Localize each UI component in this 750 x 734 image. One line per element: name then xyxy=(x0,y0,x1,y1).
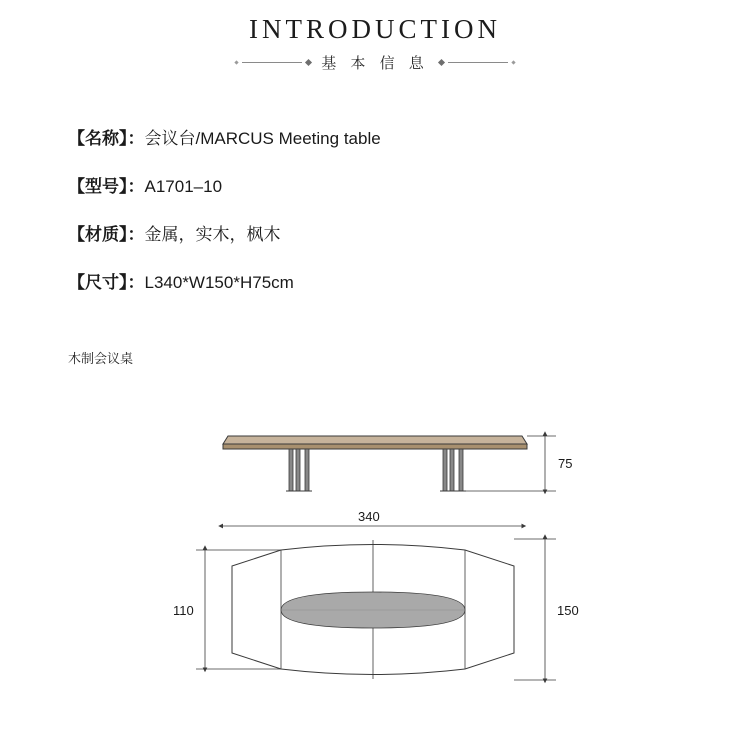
ornament-dot-right xyxy=(511,60,515,64)
ornament-line-right xyxy=(448,62,508,63)
spec-label-name: 【名称】： xyxy=(68,129,145,148)
ornament-line-left xyxy=(242,62,302,63)
spec-label-material: 【材质】： xyxy=(68,225,145,244)
dimension-height-label: 75 xyxy=(558,456,573,471)
dimension-inner-width-label: 110 xyxy=(173,603,194,618)
page-subtitle: 基 本 信 息 xyxy=(321,55,429,72)
dimension-length-label: 340 xyxy=(358,509,380,524)
dimension-length xyxy=(223,509,523,526)
ornament-diamond-right xyxy=(438,59,445,66)
ornament-left xyxy=(235,60,311,65)
dimension-width-label: 150 xyxy=(557,603,579,618)
ornament-diamond-left xyxy=(305,59,312,66)
page-header xyxy=(0,0,750,73)
spec-row-material xyxy=(68,224,668,246)
product-caption: 木制会议桌 xyxy=(68,351,134,366)
ornament-dot-left xyxy=(235,60,239,64)
spec-label-size: 【尺寸】： xyxy=(68,273,145,292)
dimension-width xyxy=(514,539,579,680)
side-elevation-view xyxy=(223,436,527,491)
spec-row-size xyxy=(68,272,668,294)
top-view xyxy=(232,540,514,679)
page-title: INTRODUCTION xyxy=(249,14,501,44)
subtitle-row xyxy=(0,52,750,73)
spec-value-size: L340*W150*H75cm xyxy=(144,273,294,292)
spec-value-name: 会议台/MARCUS Meeting table xyxy=(144,129,381,148)
spec-value-model: A1701–10 xyxy=(144,177,223,196)
spec-row-name xyxy=(68,128,668,150)
technical-drawing xyxy=(0,400,750,720)
spec-list xyxy=(68,128,668,320)
spec-label-model: 【型号】： xyxy=(68,177,145,196)
spec-value-material: 金属，实木，枫木 xyxy=(144,225,281,244)
spec-row-model xyxy=(68,176,668,198)
ornament-right xyxy=(439,60,515,65)
